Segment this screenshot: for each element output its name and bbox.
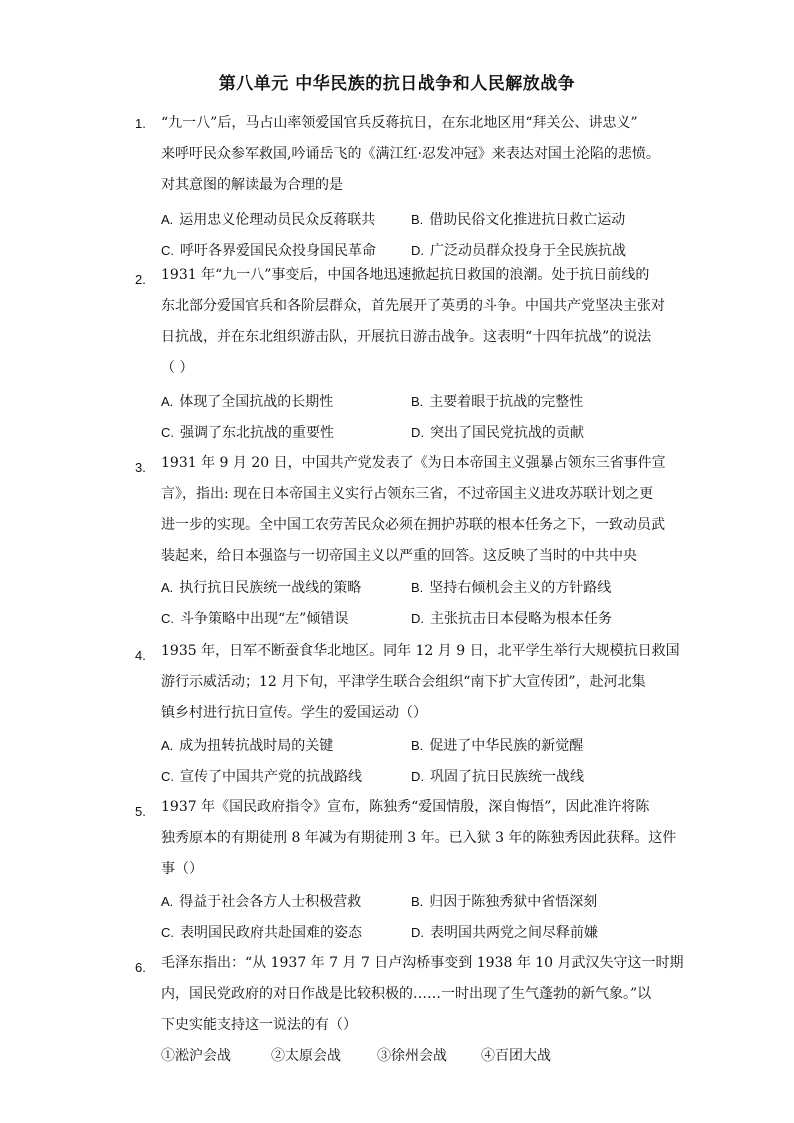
option-b[interactable]: B. 借助民俗文化推进抗日救亡运动 [411,212,626,228]
question-text-line: 内，国民党政府的对日作战是比较积极的……一时出现了生气蓬勃的新气象。”以 [161,986,652,1002]
option-b[interactable]: B. 主要着眼于抗战的完整性 [411,394,584,410]
answer-blank: （ ） [161,360,194,376]
question-text-line: 1935 年，日军不断蚕食华北地区。同年 12 月 9 日，北平学生举行大规模抗日救国 [161,643,680,659]
option-d[interactable]: D. 广泛动员群众投身于全民族抗战 [411,243,626,259]
question-text-line: 事（） [161,861,203,877]
option-a[interactable]: A. 体现了全国抗战的长期性 [161,394,334,410]
question-number: 6. [135,960,146,975]
question-text-line: 装起来，给日本强盗与一切帝国主义以严重的回答。这反映了当时的中共中央 [161,548,637,564]
question-number: 2. [135,272,146,287]
option-d[interactable]: D. 突出了国民党抗战的贡献 [411,425,584,441]
question-text-line: 游行示威活动；12 月下旬，平津学生联合会组织“南下扩大宣传团”，赴河北集 [161,674,646,690]
question-number: 5. [135,804,146,819]
item-1[interactable]: ①淞沪会战 [161,1048,231,1064]
option-a[interactable]: A. 执行抗日民族统一战线的策略 [161,580,362,596]
question-text-line: 1931 年 9 月 20 日，中国共产党发表了《为日本帝国主义强暴占领东三省事件宣 [161,455,666,471]
option-b[interactable]: B. 坚持右倾机会主义的方针路线 [411,580,612,596]
question-text-line: 对其意图的解读最为合理的是 [161,177,343,193]
item-4[interactable]: ④百团大战 [481,1048,551,1064]
question-text-line: 来呼吁民众参军救国,吟诵岳飞的《满江红·忍发冲冠》来表达对国土沦陷的悲愤。 [161,146,660,162]
question-text-line: “九一八”后，马占山率领爱国官兵反蒋抗日，在东北地区用“拜关公、讲忠义” [161,115,638,131]
option-a[interactable]: A. 运用忠义伦理动员民众反蒋联共 [161,212,376,228]
option-a[interactable]: A. 得益于社会各方人士积极营救 [161,894,362,910]
option-d[interactable]: D. 表明国共两党之间尽释前嫌 [411,925,598,941]
question-text-line: 毛泽东指出：“从 1937 年 7 月 7 日卢沟桥事变到 1938 年 10 月武汉失守这一时期 [161,955,684,971]
question-text-line: 言》，指出: 现在日本帝国主义实行占领东三省，不过帝国主义进攻苏联计划之更 [161,486,654,502]
option-c[interactable]: C. 斗争策略中出现“左”倾错误 [161,611,349,627]
option-d[interactable]: D. 主张抗击日本侵略为根本任务 [411,611,612,627]
question-text-line: 进一步的实现。全中国工农劳苦民众必须在拥护苏联的根本任务之下，一致动员武 [161,517,665,533]
question-number: 3. [135,460,146,475]
question-number: 1. [135,116,146,131]
option-c[interactable]: C. 表明国民政府共赴国难的姿态 [161,925,362,941]
question-text-line: 1937 年《国民政府指令》宣布，陈独秀“爱国情殷，深自悔悟”，因此准许将陈 [161,799,650,815]
item-2[interactable]: ②太原会战 [271,1048,341,1064]
option-c[interactable]: C. 强调了东北抗战的重要性 [161,425,334,441]
option-c[interactable]: C. 宣传了中国共产党的抗战路线 [161,769,362,785]
question-text-line: 1931 年“九一八”事变后，中国各地迅速掀起抗日救国的浪潮。处于抗日前线的 [161,267,650,283]
page-title: 第八单元 中华民族的抗日战争和人民解放战争 [218,74,576,94]
option-d[interactable]: D. 巩固了抗日民族统一战线 [411,769,584,785]
question-number: 4. [135,648,146,663]
option-b[interactable]: B. 促进了中华民族的新觉醒 [411,738,584,754]
question-text-line: 下史实能支持这一说法的有（） [161,1017,357,1033]
question-text-line: 东北部分爱国官兵和各阶层群众，首先展开了英勇的斗争。中国共产党坚决主张对 [161,298,665,314]
item-3[interactable]: ③徐州会战 [377,1048,447,1064]
question-text-line: 独秀原本的有期徒刑 8 年减为有期徒刑 3 年。已入狱 3 年的陈独秀因此获释。这件 [161,830,677,846]
option-c[interactable]: C. 呼吁各界爱国民众投身国民革命 [161,243,376,259]
option-a[interactable]: A. 成为扭转抗战时局的关键 [161,738,334,754]
question-text-line: 镇乡村进行抗日宣传。学生的爱国运动（） [161,705,427,721]
question-text-line: 日抗战，并在东北组织游击队，开展抗日游击战争。这表明“十四年抗战”的说法 [161,329,652,345]
option-b[interactable]: B. 归因于陈独秀狱中省悟深刻 [411,894,598,910]
